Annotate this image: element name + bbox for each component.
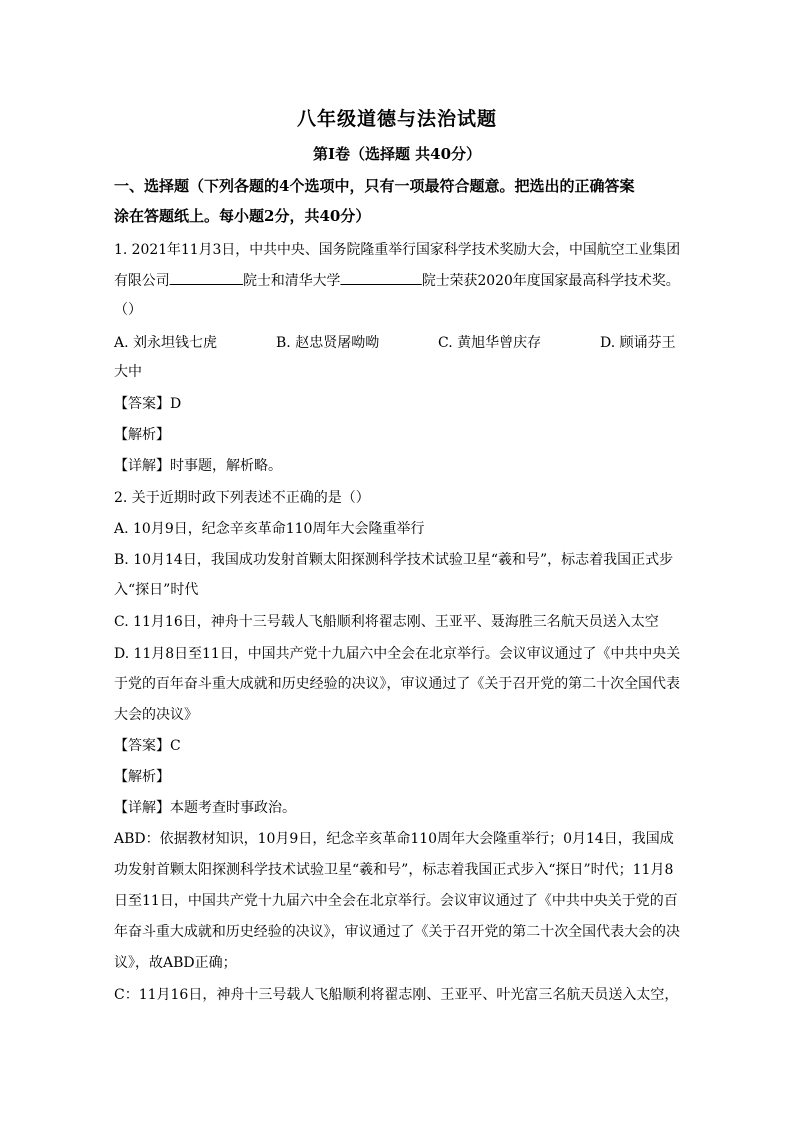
q1-stem-part3: 院士荣获2020年度国家最高科学技术奖。 [421,273,680,289]
q1-detail: 【详解】时事题，解析略。 [114,458,282,474]
q2-explanation-line2: 功发射首颗太阳探测科学技术试验卫星“羲和号”，标志着我国正式步入“探日”时代；11月8 [114,862,674,878]
q2-explanation-line1: ABD：依据教材知识，10月9日，纪念辛亥革命110周年大会隆重举行；0月14日，我国成 [114,831,674,847]
q1-blank-2 [340,270,421,285]
q2-stem: 2. 关于近期时政下列表述不正确的是（） [114,490,370,506]
q1-answer: 【答案】D [114,396,182,412]
q2-option-a: A. 10月9日，纪念辛亥革命110周年大会隆重举行 [114,521,425,537]
page-subtitle: 第Ⅰ卷（选择题 共40分） [312,145,482,163]
q1-option-c: C. 黄旭华曾庆存 [438,335,542,351]
q1-stem-part2: 院士和清华大学 [243,273,341,289]
q2-detail: 【详解】本题考查时事政治。 [114,800,296,816]
q1-option-b: B. 赵忠贤屠呦呦 [276,335,380,351]
q1-blank-1 [170,270,243,285]
q1-stem-line1: 1. 2021年11月3日，中共中央、国务院隆重举行国家科学技术奖励大会，中国航空工业集团 [114,242,681,258]
section-heading-line1: 一、选择题（下列各题的4个选项中，只有一项最符合题意。把选出的正确答案 [114,177,635,195]
q2-explanation-line4: 年奋斗重大成就和历史经验的决议》，审议通过了《关于召开党的第二十次全国代表大会的决 [114,924,680,940]
q1-option-d-continued: 大中 [114,364,142,380]
q2-analysis-label: 【解析】 [114,769,170,785]
q1-analysis-label: 【解析】 [114,427,170,443]
q1-option-a: A. 刘永坦钱七虎 [114,335,218,351]
section-heading-line2: 涂在答题纸上。每小题2分，共40分） [114,207,371,225]
q2-option-b-line2: 入“探日”时代 [114,582,199,598]
q1-stem-line2 [114,270,680,291]
q2-explanation-line5: 议》，故ABD正确； [114,955,237,971]
q2-explanation-line3: 日至11日，中国共产党十九届六中全会在北京举行。会议审议通过了《中共中央关于党的百 [114,893,678,909]
q1-option-d: D. 顾诵芬王 [600,335,676,351]
q2-explanation-c-line1: C：11月16日，神舟十三号载人飞船顺利将翟志刚、王亚平、叶光富三名航天员送入太空， [114,987,679,1003]
q2-option-d-line2: 于党的百年奋斗重大成就和历史经验的决议》，审议通过了《关于召开党的第二十次全国代表 [114,676,680,692]
q2-option-c: C. 11月16日，神舟十三号载人飞船顺利将翟志刚、王亚平、聂海胜三名航天员送入太空 [114,614,659,630]
page-title: 八年级道德与法治试题 [296,108,497,130]
q1-stem-part1: 有限公司 [114,273,170,289]
q2-option-b-line1: B. 10月14日，我国成功发射首颗太阳探测科学技术试验卫星“羲和号”，标志着我国正式步 [114,552,674,568]
q2-answer: 【答案】C [114,738,181,754]
q2-option-d-line3: 大会的决议》 [114,707,198,723]
q2-option-d-line1: D. 11月8日至11日，中国共产党十九届六中全会在北京举行。会议审议通过了《中共中央关 [114,646,681,662]
q1-paren: （） [114,302,142,318]
